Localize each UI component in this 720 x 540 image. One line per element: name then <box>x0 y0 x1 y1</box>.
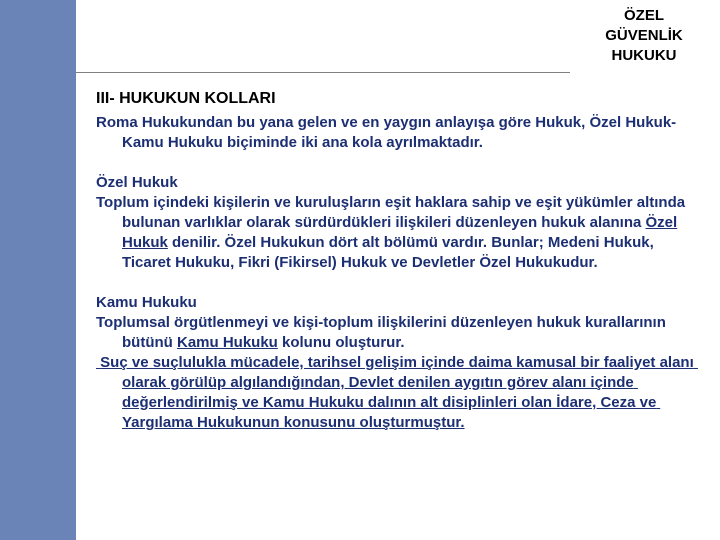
ozel-hukuk-heading: Özel Hukuk <box>96 174 178 191</box>
slide-content <box>96 113 696 433</box>
ozel-text-before: Toplum içindeki kişilerin ve kuruluşların eşit haklara sahip ve eşit yükümler altında bulunan varlıklar olarak sürdürdükleri ilişkileri düzenleyen hukuk alanına <box>96 194 686 231</box>
kamu-text-before: Toplumsal örgütlenmeyi ve kişi-toplum ilişkilerini düzenleyen hukuk kurallarının bütünü <box>96 314 666 351</box>
suc-paragraph: Suç ve suçlulukla mücadele, tarihsel gelişim içinde daima kamusal bir faaliyet alanı olarak görülüp algılandığından, Devlet denilen aygıtın görev alanı içinde değerlendirilmiş ve Kamu Hukuku dalının alt disiplinleri olan İdare, Ceza ve Yargılama Hukukunun konusunu oluşturmuştur. <box>96 354 698 431</box>
kamu-hukuku-heading: Kamu Hukuku <box>96 294 197 311</box>
kamu-text-after: kolunu oluşturur. <box>277 334 405 351</box>
header-title-line-3: HUKUKU <box>611 47 677 64</box>
left-accent-bar <box>0 0 76 540</box>
header-title-line-2: GÜVENLİK <box>605 27 683 44</box>
intro-paragraph: Roma Hukukundan bu yana gelen ve en yaygın anlayışa göre Hukuk, Özel Hukuk-Kamu Hukuku biçiminde iki ana kola ayrılmaktadır. <box>96 114 677 151</box>
ozel-hukuk-paragraph <box>96 193 696 273</box>
header-divider <box>76 72 570 73</box>
ozel-text-after: denilir. Özel Hukukun dört alt bölümü vardır. Bunlar; Medeni Hukuk, Ticaret Hukuku, Fikri (Fikirsel) Hukuk ve Devletler Özel Hukukudur. <box>122 234 654 271</box>
kamu-hukuku-paragraph <box>96 313 696 353</box>
header-title-line-1: ÖZEL <box>624 7 664 24</box>
section-title: III- HUKUKUN KOLLARI <box>96 90 276 107</box>
slide-header-title <box>584 6 704 66</box>
ozel-hukuk-underlined-term: Özel Hukuk <box>122 214 678 251</box>
kamu-hukuku-underlined-term: Kamu Hukuku <box>176 334 278 351</box>
